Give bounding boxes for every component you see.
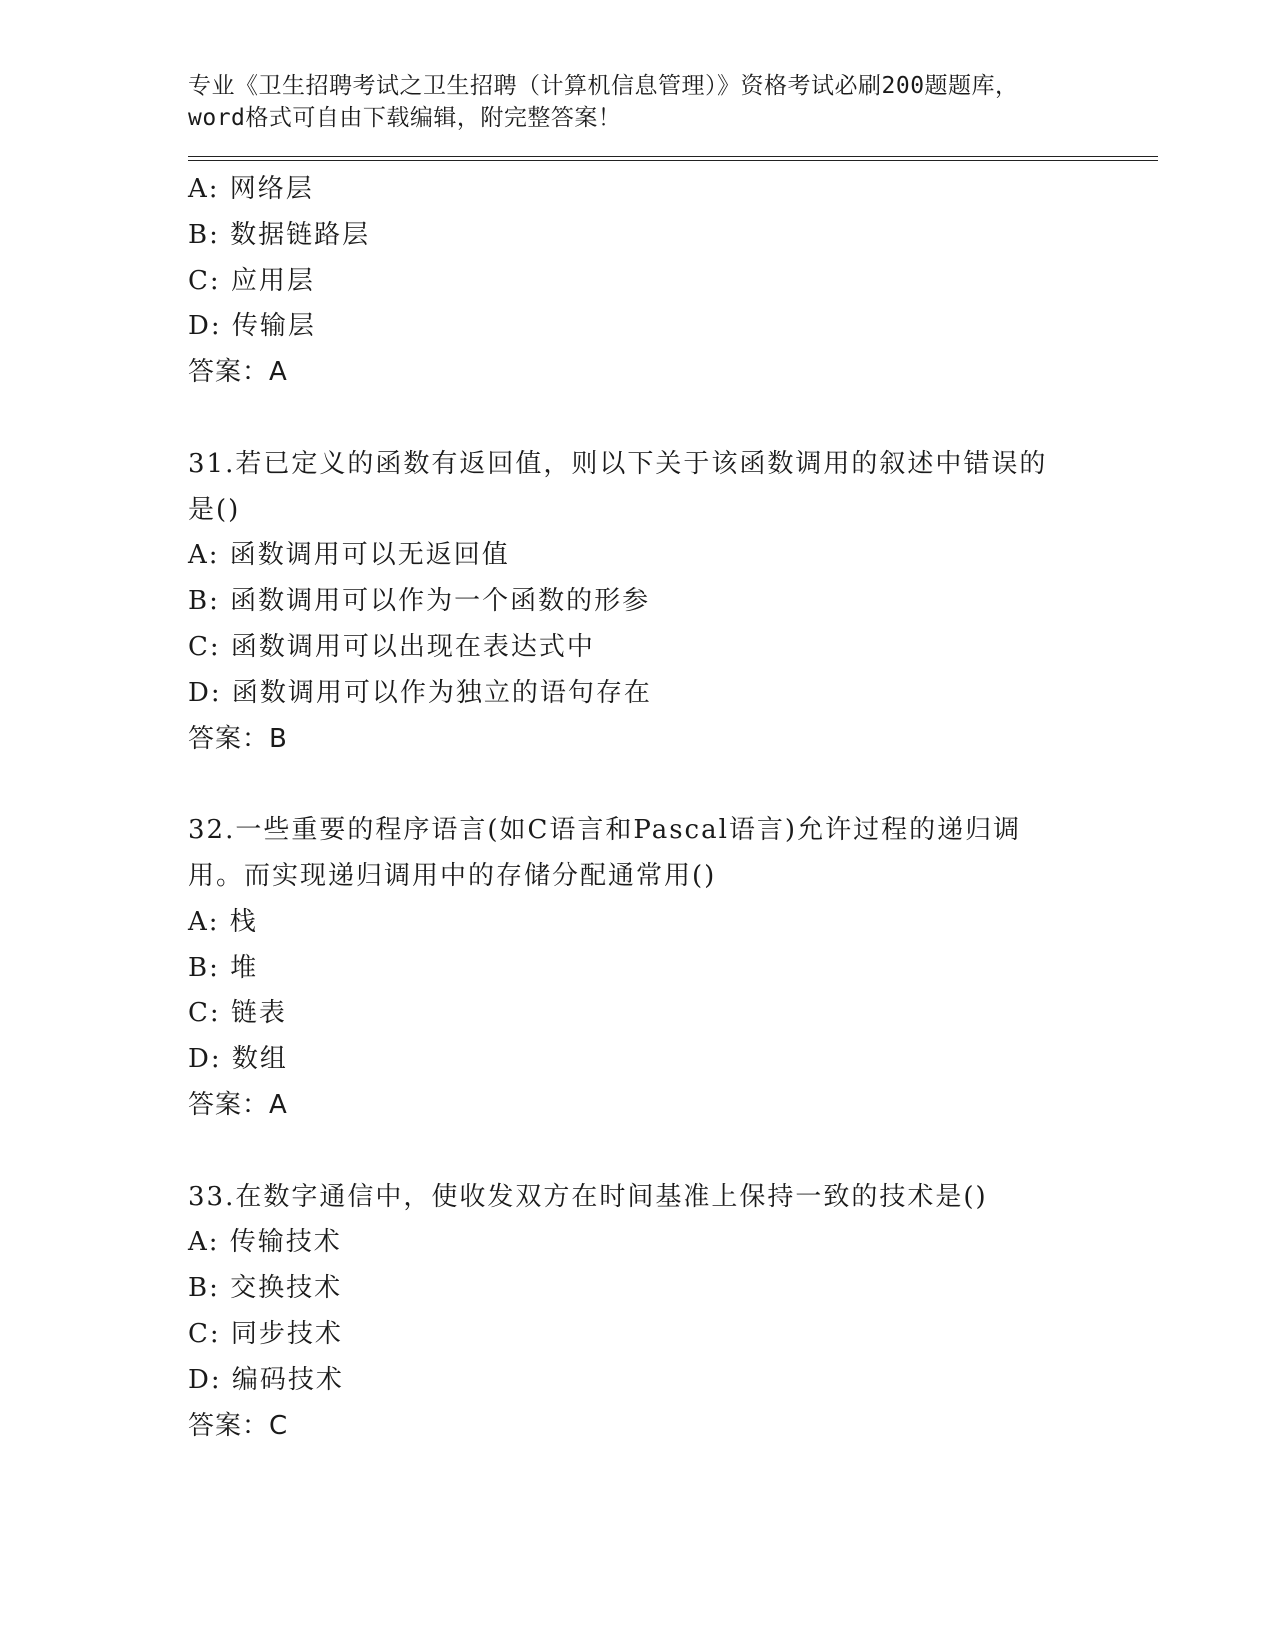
option-b: B: 函数调用可以作为一个函数的形参	[188, 586, 651, 617]
header-line-1: 专业《卫生招聘考试之卫生招聘（计算机信息管理）》资格考试必刷200题题库，	[188, 73, 1019, 99]
spacer	[188, 1129, 1158, 1175]
answer-line: 答案：C	[188, 1410, 289, 1441]
option-b: B: 交换技术	[188, 1273, 343, 1304]
question-stem-line: 32.一些重要的程序语言(如C语言和Pascal语言)允许过程的递归调	[188, 815, 1022, 846]
option-d: D: 编码技术	[188, 1364, 344, 1395]
question-stem-line: 33.在数字通信中，使收发双方在时间基准上保持一致的技术是()	[188, 1181, 988, 1212]
option-a: A: 栈	[188, 906, 258, 937]
option-c: C: 应用层	[188, 265, 315, 296]
option-d: D: 传输层	[188, 311, 316, 342]
option-d: D: 数组	[188, 1044, 288, 1075]
answer-line: 答案：A	[188, 357, 288, 388]
header-divider	[188, 156, 1158, 161]
question-stem-line: 31.若已定义的函数有返回值，则以下关于该函数调用的叙述中错误的	[188, 448, 1048, 479]
question-block-31	[188, 442, 1158, 763]
option-b: B: 数据链路层	[188, 219, 371, 250]
header-line-2: word格式可自由下载编辑，附完整答案！	[188, 105, 622, 131]
option-c: C: 链表	[188, 998, 287, 1029]
spacer	[188, 762, 1158, 808]
spacer	[188, 396, 1158, 442]
option-c: C: 同步技术	[188, 1318, 343, 1349]
question-stem-line: 是()	[188, 494, 241, 525]
document-page	[188, 70, 1158, 1449]
document-body	[188, 167, 1158, 1449]
option-a: A: 网络层	[188, 174, 314, 204]
question-block-32	[188, 808, 1158, 1129]
answer-line: 答案：A	[188, 1089, 288, 1120]
question-block-33	[188, 1175, 1158, 1450]
question-stem-line: 用。而实现递归调用中的存储分配通常用()	[188, 860, 717, 891]
option-c: C: 函数调用可以出现在表达式中	[188, 631, 595, 662]
option-a: A: 传输技术	[188, 1227, 342, 1258]
option-a: A: 函数调用可以无返回值	[188, 540, 510, 571]
question-block-30	[188, 167, 1158, 396]
option-b: B: 堆	[188, 952, 259, 983]
option-d: D: 函数调用可以作为独立的语句存在	[188, 677, 652, 708]
answer-line: 答案：B	[188, 723, 288, 754]
document-header	[188, 70, 1158, 134]
